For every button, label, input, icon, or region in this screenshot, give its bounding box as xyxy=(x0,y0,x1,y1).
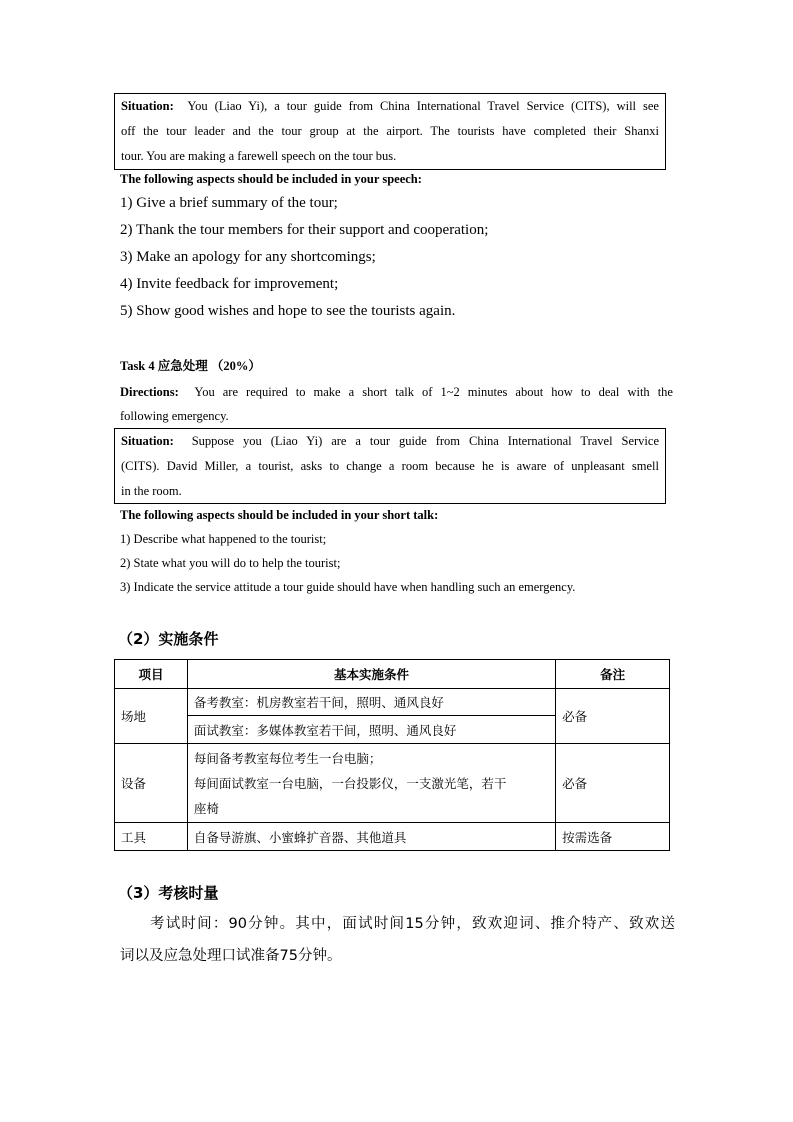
table-row xyxy=(115,689,670,716)
row-venue-condition-2: 面试教室：多媒体教室若干间，照明、通风良好 xyxy=(187,716,555,744)
task4-directions xyxy=(120,380,673,428)
task4-aspect-item: 2) State what you will do to help the tourist; xyxy=(120,556,341,570)
task3-situation-box xyxy=(114,93,666,170)
row-venue-condition-1: 备考教室：机房教室若干间，照明、通风良好 xyxy=(187,689,555,716)
task4-situation-line-2: (CITS). David Miller, a tourist, asks to change a room because he is aware of unpleasant smell xyxy=(121,459,659,473)
equipment-condition-line: 每间备考教室每位考生一台电脑； xyxy=(193,750,382,766)
row-venue-item: 场地 xyxy=(115,689,188,744)
task3-aspects-heading: The following aspects should be included in your speech: xyxy=(120,172,422,186)
task4-aspect-item: 1) Describe what happened to the tourist; xyxy=(120,532,327,546)
section3-paragraph xyxy=(120,908,675,972)
task3-situation-label: Situation: xyxy=(121,99,174,113)
table-row xyxy=(115,823,670,851)
table-row xyxy=(115,744,670,823)
header-conditions: 基本实施条件 xyxy=(187,660,555,689)
row-equipment-conditions xyxy=(187,744,555,823)
task4-directions-line-2: following emergency. xyxy=(120,409,229,423)
task3-aspect-item: 4) Invite feedback for improvement; xyxy=(120,276,339,292)
row-equipment-note: 必备 xyxy=(556,744,670,823)
section3-line-1: 考试时间：90分钟。其中，面试时间15分钟，致欢迎词、推介特产、致欢送 xyxy=(150,916,675,932)
task3-aspect-item: 3) Make an apology for any shortcomings; xyxy=(120,249,376,265)
task4-title: Task 4 应急处理 （20%） xyxy=(120,359,261,373)
task3-aspect-item: 2) Thank the tour members for their support and cooperation; xyxy=(120,222,489,238)
task3-aspect-item: 1) Give a brief summary of the tour; xyxy=(120,195,338,211)
equipment-condition-line: 座椅 xyxy=(193,800,219,816)
equipment-condition-line: 每间面试教室一台电脑，一台投影仪，一支激光笔，若干 xyxy=(193,775,507,791)
row-venue-note: 必备 xyxy=(556,689,670,744)
section3-line-2: 词以及应急处理口试准备75分钟。 xyxy=(120,948,342,964)
task4-aspects-list xyxy=(120,527,575,599)
conditions-table xyxy=(114,659,670,851)
section2-title: （2）实施条件 xyxy=(118,630,219,648)
task3-situation-line-2: off the tour leader and the tour group at the airport. The tourists have completed their Shanxi xyxy=(121,124,659,138)
table-header-row xyxy=(115,660,670,689)
task4-directions-label: Directions: xyxy=(120,385,179,399)
row-tools-conditions: 自备导游旗、小蜜蜂扩音器、其他道具 xyxy=(187,823,555,851)
row-tools-note: 按需选备 xyxy=(556,823,670,851)
header-note: 备注 xyxy=(556,660,670,689)
task4-situation-label: Situation: xyxy=(121,434,174,448)
task4-situation-box xyxy=(114,428,666,504)
task4-situation-line-3: in the room. xyxy=(121,484,182,498)
task3-situation-line-1: Situation: You (Liao Yi), a tour guide from China International Travel Service (CITS), will see xyxy=(121,99,659,113)
section3-title: （3）考核时量 xyxy=(118,884,219,902)
task4-directions-line-1: Directions: You are required to make a short talk of 1~2 minutes about how to deal with the xyxy=(120,385,673,399)
row-tools-item: 工具 xyxy=(115,823,188,851)
task4-aspects-heading: The following aspects should be included in your short talk: xyxy=(120,508,439,522)
task3-situation-line-3: tour. You are making a farewell speech on the tour bus. xyxy=(121,149,397,163)
row-equipment-item: 设备 xyxy=(115,744,188,823)
task4-situation-line-1: Situation: Suppose you (Liao Yi) are a tour guide from China International Travel Service xyxy=(121,434,659,448)
task3-aspects-list xyxy=(120,190,488,325)
task4-aspect-item: 3) Indicate the service attitude a tour guide should have when handling such an emergency. xyxy=(120,580,576,594)
task3-aspect-item: 5) Show good wishes and hope to see the tourists again. xyxy=(120,303,456,319)
header-item: 项目 xyxy=(115,660,188,689)
